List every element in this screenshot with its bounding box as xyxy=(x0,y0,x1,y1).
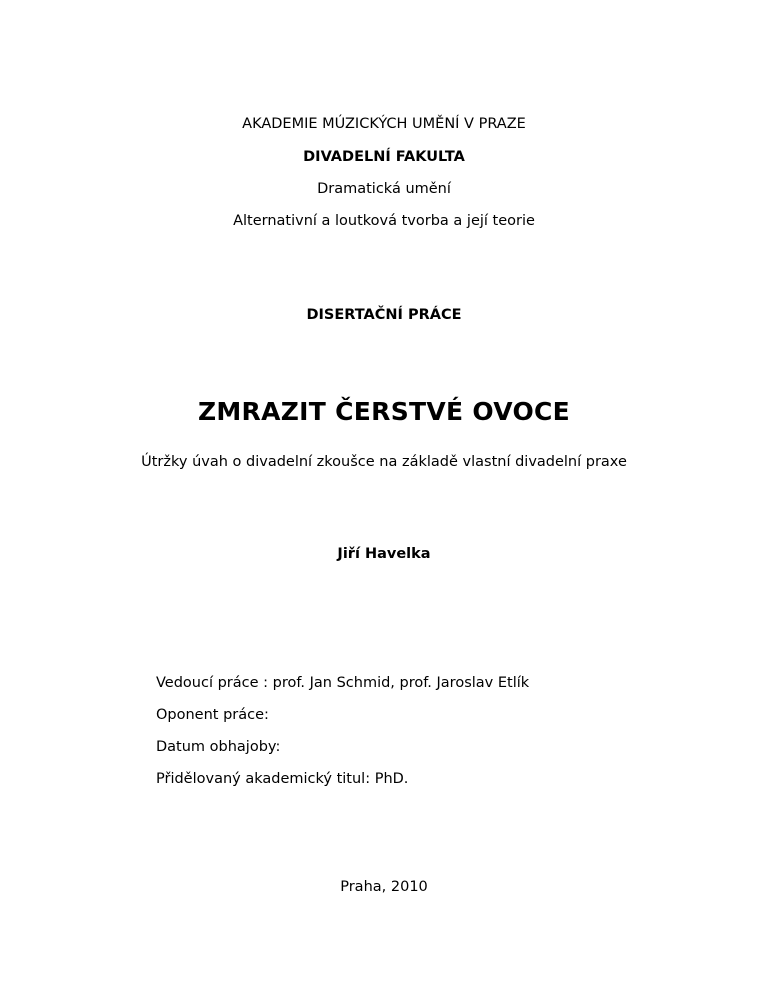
document-subtitle: Útržky úvah o divadelní zkoušce na základě vlastní divadelní praxe xyxy=(141,454,627,470)
place-year: Praha, 2010 xyxy=(340,879,428,895)
department-name: Dramatická umění xyxy=(317,181,451,197)
opponent-line: Oponent práce: xyxy=(156,707,269,723)
author-name: Jiří Havelka xyxy=(337,546,431,562)
supervisor-line: Vedoucí práce : prof. Jan Schmid, prof. Jaroslav Etlík xyxy=(156,675,530,691)
faculty-name: DIVADELNÍ FAKULTA xyxy=(303,149,465,165)
academy-name: AKADEMIE MÚZICKÝCH UMĚNÍ V PRAZE xyxy=(242,116,526,132)
document-type: DISERTAČNÍ PRÁCE xyxy=(306,307,462,323)
degree-line: Přidělovaný akademický titul: PhD. xyxy=(156,771,409,787)
defense-date-line: Datum obhajoby: xyxy=(156,739,281,755)
document-title: ZMRAZIT ČERSTVÉ OVOCE xyxy=(197,397,571,426)
program-name: Alternativní a loutková tvorba a její teorie xyxy=(233,213,535,229)
